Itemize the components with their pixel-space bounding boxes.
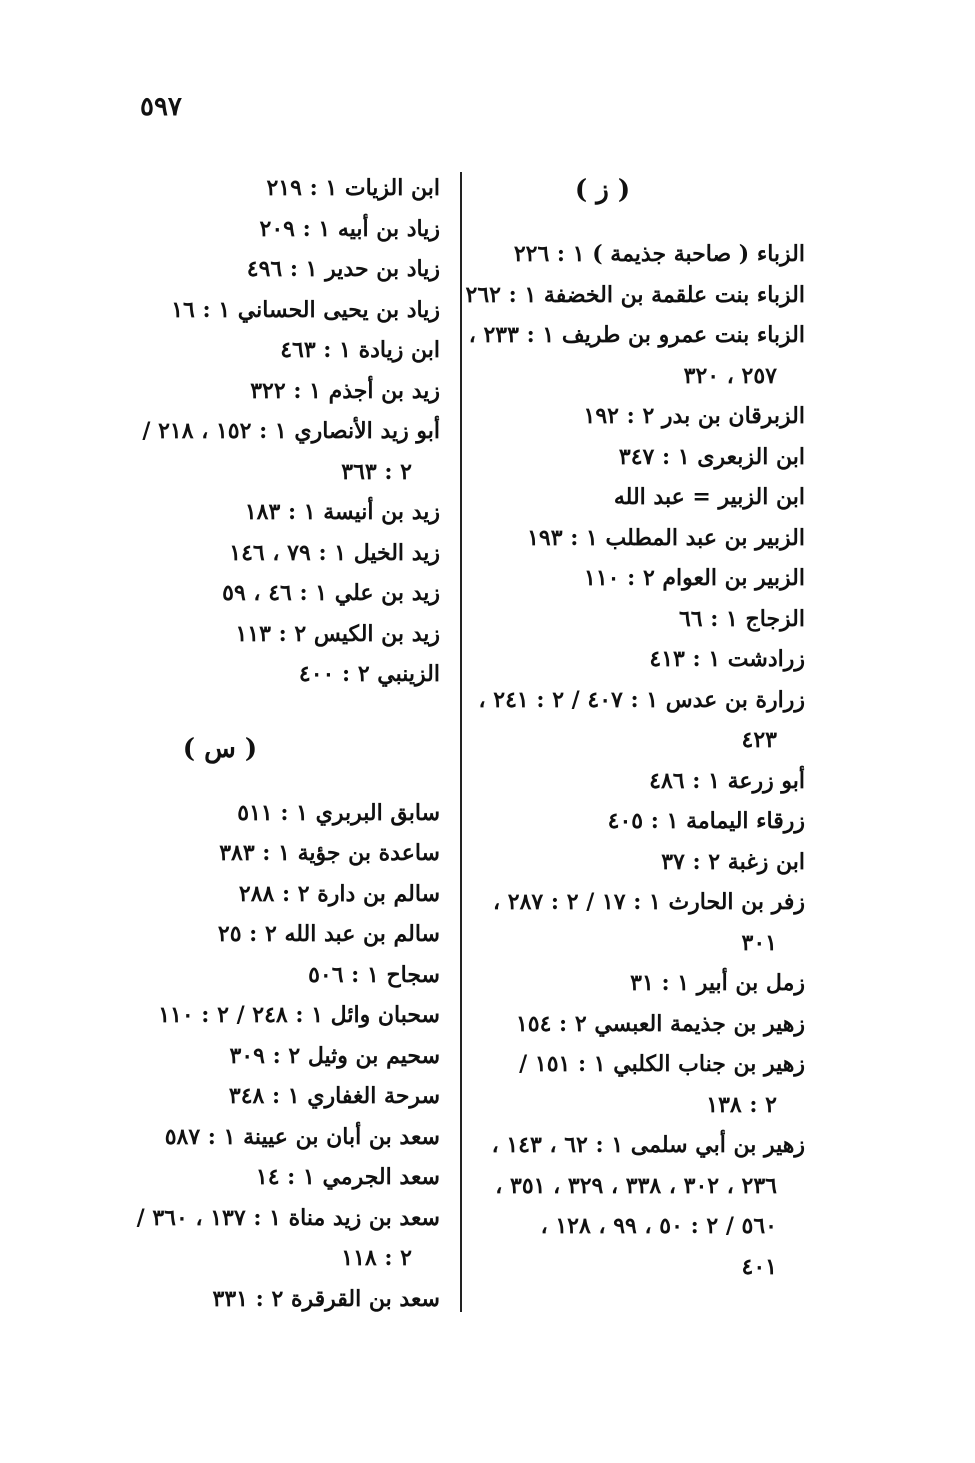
index-entry-continuation: ٣٠١ [741, 929, 777, 956]
index-entry: ابن الزيات ١ : ٢١٩ [266, 175, 440, 201]
column-divider [460, 172, 462, 1312]
index-entry: زمل بن أبير ١ : ٣١ [630, 970, 805, 996]
index-entry: زفر بن الحارث ١ : ١٧ / ٢ : ٢٨٧ ، [493, 889, 805, 915]
index-entry: سعد بن القرقرة ٢ : ٣٣١ [212, 1285, 440, 1312]
index-entries-zay [465, 234, 805, 1287]
index-entry: سحبان وائل ١ : ٢٤٨ / ٢ : ١١٠ [158, 1002, 440, 1028]
index-entry: زيد بن علي ١ : ٤٦ ، ٥٩ [222, 580, 440, 606]
index-entries-zay-continued [120, 168, 440, 695]
index-entry-continuation: ٥٦٠ / ٢ : ٥٠ ، ٩٩ ، ١٢٨ ، [540, 1213, 777, 1239]
page-number: ٥٩٧ [140, 92, 182, 122]
index-entry: سحيم بن وثيل ٢ : ٣٠٩ [229, 1042, 440, 1069]
index-entry: زهير بن جذيمة العبسي ٢ : ١٥٤ [515, 1010, 805, 1037]
index-entry: سجاح ١ : ٥٠٦ [308, 961, 440, 988]
index-entry-continuation: ٢ : ٣٦٣ [341, 458, 412, 485]
index-entries-seen [120, 793, 440, 1320]
index-entry: ابن الزبير = عبد الله [613, 484, 805, 510]
index-entry: زيد بن الكيس ٢ : ١١٣ [235, 620, 440, 647]
index-entry-continuation: ٤٠١ [741, 1253, 777, 1280]
section-heading-zay: ( ز ) [574, 175, 631, 205]
index-entry: سعد بن أبان بن عيينة ١ : ٥٨٧ [164, 1123, 440, 1150]
left-column [120, 168, 440, 1319]
index-entry: أبو زيد الأنصاري ١ : ١٥٢ ، ٢١٨ / [142, 418, 440, 444]
index-entry-continuation: ٢٥٧ ، ٣٢٠ [683, 362, 777, 389]
index-entry: ابن زيادة ١ : ٤٦٣ [280, 337, 440, 363]
index-entry: زيد بن أنيسة ١ : ١٨٣ [244, 499, 440, 525]
index-entry: زهير بن أبي سلمى ١ : ٦٢ ، ١٤٣ ، [491, 1132, 805, 1158]
index-entry: زيد الخيل ١ : ٧٩ ، ١٤٦ [229, 539, 440, 566]
index-entry: الزينبي ٢ : ٤٠٠ [298, 661, 440, 687]
index-entry: الزبرقان بن بدر ٢ : ١٩٢ [583, 403, 805, 429]
index-entry: الزبير بن عبد المطلب ١ : ١٩٣ [527, 524, 805, 551]
index-entry: أبو زرعة ١ : ٤٨٦ [649, 767, 805, 794]
index-entry: سرحة الغفاري ١ : ٣٤٨ [228, 1083, 440, 1109]
index-entry-continuation: ٢ : ١١٨ [341, 1245, 412, 1271]
index-entry: ابن زغبة ٢ : ٣٧ [661, 848, 805, 875]
index-entry: الزبير بن العوام ٢ : ١١٠ [584, 565, 805, 591]
index-entry: زرقاء اليمامة ١ : ٤٠٥ [607, 808, 805, 834]
index-entry: زرارة بن عدس ١ : ٤٠٧ / ٢ : ٢٤١ ، [478, 686, 805, 713]
index-entry: ابن الزبعرى ١ : ٣٤٧ [618, 443, 805, 470]
index-entry: زرادشت ١ : ٤١٣ [649, 646, 805, 672]
index-entry: سابق البربري ١ : ٥١١ [237, 799, 440, 826]
index-entry-continuation: ٢ : ١٣٨ [706, 1091, 777, 1118]
index-entry: الزباء ( صاحبة جذيمة ) ١ : ٢٢٦ [513, 241, 805, 267]
index-entry: زياد بن أبيه ١ : ٢٠٩ [259, 215, 440, 242]
index-entry: زهير بن جناب الكلبي ١ : ١٥١ / [519, 1051, 805, 1077]
index-entry: الزجاج ١ : ٦٦ [678, 605, 805, 632]
index-entry: سعد بن زيد مناة ١ : ١٣٧ ، ٣٦٠ / [136, 1204, 440, 1231]
index-entry: سالم بن عبد الله ٢ : ٢٥ [217, 921, 440, 947]
index-entry: ساعدة بن جؤية ١ : ٣٨٣ [219, 840, 440, 866]
index-entry: سالم بن دارة ٢ : ٢٨٨ [238, 880, 440, 907]
index-entry-continuation: ٢٣٦ ، ٣٠٢ ، ٣٣٨ ، ٣٢٩ ، ٣٥١ ، [495, 1172, 777, 1199]
index-entry-continuation: ٤٢٣ [741, 727, 777, 753]
index-entry: الزباء بنت عمرو بن طريف ١ : ٢٣٣ ، [468, 322, 805, 348]
index-entry: زيد بن أجذم ١ : ٣٢٢ [250, 377, 440, 404]
index-entry: سعد الجرمي ١ : ١٤ [255, 1164, 440, 1190]
right-column [465, 170, 805, 1287]
index-entry: زياد بن يحيى الحساني ١ : ١٦ [171, 296, 440, 323]
index-entry: زياد بن حدير ١ : ٤٩٦ [246, 256, 440, 282]
section-heading-seen: ( س ) [182, 733, 258, 764]
index-entry: الزباء بنت علقمة بن الخضفة ١ : ٢٦٢ [465, 281, 805, 308]
